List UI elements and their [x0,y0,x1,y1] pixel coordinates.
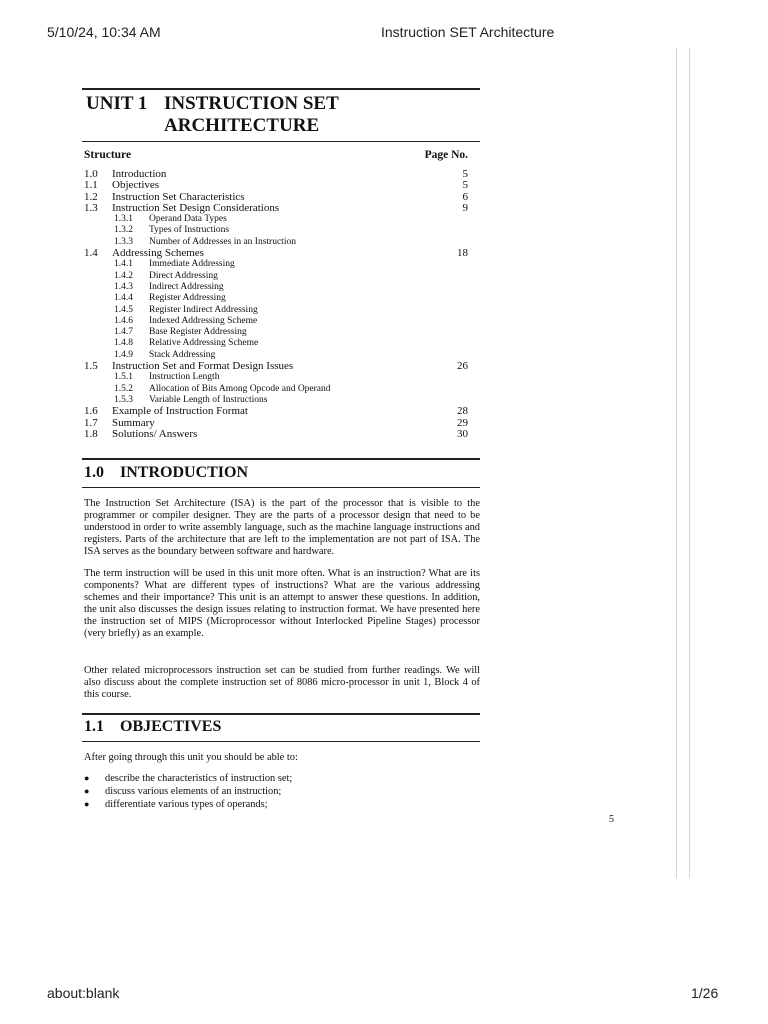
title-bottom-rule [82,141,480,142]
toc-entry [84,248,468,259]
bullet-icon: ● [84,773,90,783]
toc-entry-number: 1.3.2 [114,225,133,236]
top-rule [82,88,480,90]
toc-entry-title: Register Addressing [149,293,226,304]
bullet-icon: ● [84,799,90,809]
toc-entry [84,406,468,417]
toc-subentry [84,225,468,236]
toc-subentry [84,259,468,270]
section-rule [82,741,480,742]
toc-entry-title: Instruction Set and Format Design Issues [112,360,294,373]
scan-edge-line [689,48,690,878]
toc-entry-title: Summary [112,416,155,429]
table-of-contents [84,149,468,440]
print-datetime: 5/10/24, 10:34 AM [47,24,161,40]
print-title: Instruction SET Architecture [381,24,555,40]
toc-entry-title: Immediate Addressing [149,259,235,270]
toc-entry-number: 1.4.5 [114,304,133,315]
toc-subentry [84,372,468,383]
toc-entry-number: 1.1 [84,179,98,192]
toc-entry-title: Instruction Set Characteristics [112,190,245,203]
toc-subentry [84,293,468,304]
bullet-icon: ● [84,786,90,796]
list-item: ● differentiate various types of operands; [84,799,268,810]
toc-entry-title: Solutions/ Answers [112,427,198,440]
toc-entry-page: 5 [462,179,468,192]
toc-entry-number: 1.4.3 [114,281,133,292]
toc-subentry [84,214,468,225]
toc-entry [84,429,468,440]
unit-title: INSTRUCTION SET ARCHITECTURE [164,93,339,136]
intro-paragraph: The term instruction will be used in this unit more often. What is an instruction? What are its components? What are different types of instructions? What are the various addressing schemes and their importance? This unit is an attempt to answer these questions. In addition, the unit also discusses the design issues relating to instruction format. We have presented here the instruction set of MIPS (Microprocessor without Interlocked Pipeline Stages) processor (very briefly) as an example. [84,568,480,640]
objectives-lead: After going through this unit you should be able to: [84,752,298,763]
toc-entry-page: 5 [462,168,468,180]
intro-title: INTRODUCTION [120,464,249,481]
toc-entry-number: 1.3.3 [114,236,133,247]
toc-entry-title: Stack Addressing [149,349,216,360]
toc-entry-page: 9 [462,201,468,214]
toc-entry-title: Objectives [112,179,160,192]
list-item: ● discuss various elements of an instruction; [84,786,282,797]
toc-entry-number: 1.3 [84,201,98,214]
toc-entry-number: 1.4.8 [114,338,133,349]
toc-entry-title: Register Indirect Addressing [149,304,258,315]
section-rule [82,458,480,460]
intro-paragraph: Other related microprocessors instruction set can be studied from further readings. We will also discuss about the complete instruction set of 8086 micro-processor in unit 1, Block 4 of this course. [84,665,480,701]
unit-number: UNIT 1 [86,93,148,114]
toc-entry [84,203,468,214]
toc-entry-number: 1.6 [84,405,98,418]
toc-entry-title: Operand Data Types [149,214,227,225]
print-url: about:blank [47,985,120,1001]
toc-entry-title: Variable Length of Instructions [149,394,268,405]
intro-paragraph: The Instruction Set Architecture (ISA) is the part of the processor that is visible to the programmer or compiler designer. They are the parts of a processor design that need to be understood in order to write assembly language, such as the machine language instructions and registers. Parts of the architecture that are left to the implementation are not part of ISA. The ISA serves as the boundary between software and hardware. [84,498,480,558]
toc-entry-title: Instruction Set Design Considerations [112,201,280,214]
toc-subentry [84,338,468,349]
toc-subentry [84,271,468,282]
toc-entry-page: 30 [457,427,468,440]
scan-edge-line [676,48,677,878]
toc-entry-page: 6 [462,190,468,203]
toc-entry-title: Relative Addressing Scheme [149,338,259,349]
toc-entry-page: 28 [457,405,468,418]
toc-subentry [84,384,468,395]
toc-subentry [84,305,468,316]
section-rule [82,713,480,715]
toc-entry-number: 1.8 [84,427,98,440]
list-item: ● describe the characteristics of instruction set; [84,773,293,784]
section-rule [82,487,480,488]
toc-structure-label: Structure [84,149,132,161]
toc-page-label: Page No. [424,149,468,161]
toc-entry-number: 1.5.2 [114,383,133,394]
toc-entry-number: 1.4.4 [114,293,133,304]
toc-entry-title: Direct Addressing [149,270,218,281]
intro-number: 1.0 [84,464,104,481]
toc-subentry [84,316,468,327]
toc-entry-number: 1.4.7 [114,327,133,338]
toc-entry-title: Indirect Addressing [149,281,224,292]
toc-entry-page: 29 [457,416,468,429]
objectives-number: 1.1 [84,718,104,735]
toc-entry-number: 1.4.1 [114,259,133,270]
toc-entry-number: 1.3.1 [114,214,133,225]
objectives-list [84,772,464,811]
toc-entry-title: Addressing Schemes [112,247,204,260]
objectives-title: OBJECTIVES [120,718,222,735]
toc-entry-number: 1.5.1 [114,372,133,383]
toc-entry-page: 26 [457,360,468,373]
toc-entry-number: 1.5 [84,360,98,373]
toc-header [84,149,468,161]
toc-entry-title: Instruction Length [149,372,220,383]
toc-entry-title: Number of Addresses in an Instruction [149,236,296,247]
toc-entry-number: 1.5.3 [114,394,133,405]
objectives-heading [84,718,221,736]
toc-entry-title: Example of Instruction Format [112,405,248,418]
toc-entry-title: Allocation of Bits Among Opcode and Operand [149,383,331,394]
toc-entry [84,180,468,191]
toc-entry-number: 1.0 [84,168,98,180]
toc-entry-number: 1.4.2 [114,270,133,281]
toc-entry-number: 1.4 [84,247,98,260]
toc-entry-number: 1.4.9 [114,349,133,360]
toc-entry-page: 18 [457,247,468,260]
toc-entry-title: Introduction [112,168,167,180]
toc-entry-title: Indexed Addressing Scheme [149,315,258,326]
toc-subentry [84,282,468,293]
print-page-count: 1/26 [691,985,719,1001]
toc-entry-number: 1.4.6 [114,315,133,326]
toc-entry-title: Types of Instructions [149,225,230,236]
toc-list [84,169,468,440]
toc-entry-title: Base Register Addressing [149,327,247,338]
toc-subentry [84,327,468,338]
page-number: 5 [609,814,614,825]
toc-entry-number: 1.2 [84,190,98,203]
toc-entry-number: 1.7 [84,416,98,429]
intro-heading [84,464,248,482]
toc-entry [84,361,468,372]
